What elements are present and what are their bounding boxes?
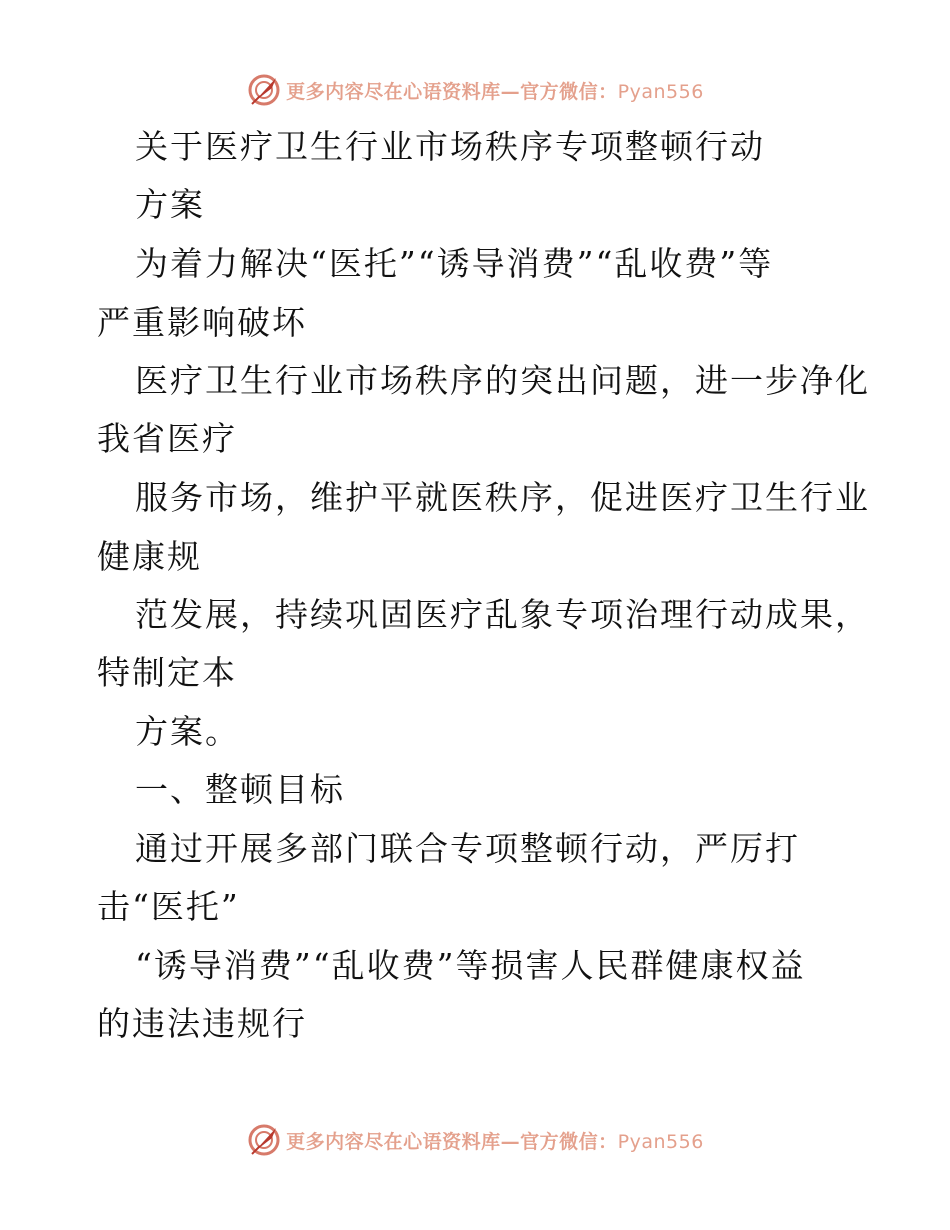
- paragraph-line: “诱导消费”“乱收费”等损害人民群健康权益: [135, 946, 806, 985]
- watermark-text: 更多内容尽在心语资料库—官方微信：Pyan556: [286, 1130, 704, 1153]
- watermark-text: 更多内容尽在心语资料库—官方微信：Pyan556: [286, 80, 704, 103]
- paragraph-line: 我省医疗: [97, 419, 237, 458]
- document-title-line-1: 关于医疗卫生行业市场秩序专项整顿行动: [135, 127, 765, 166]
- paragraph-line: 通过开展多部门联合专项整顿行动，严厉打: [135, 829, 800, 868]
- section-heading: 一、整顿目标: [135, 770, 345, 809]
- watermark-footer: [0, 1120, 950, 1160]
- watermark-header: [0, 70, 950, 110]
- paragraph-line: 的违法违规行: [97, 1004, 307, 1043]
- paragraph-line: 健康规: [97, 537, 202, 576]
- quill-seal-icon: [246, 72, 282, 108]
- paragraph-line: 医疗卫生行业市场秩序的突出问题，进一步净化: [135, 361, 870, 400]
- paragraph-line: 严重影响破坏: [97, 303, 307, 342]
- paragraph-line: 方案。: [135, 712, 240, 751]
- document-title-line-2: 方案: [135, 185, 205, 224]
- paragraph-line: 服务市场，维护平就医秩序，促进医疗卫生行业: [135, 478, 870, 517]
- paragraph-line: 为着力解决“医托”“诱导消费”“乱收费”等: [135, 244, 774, 283]
- paragraph-line: 特制定本: [97, 653, 237, 692]
- quill-seal-icon: [246, 1122, 282, 1158]
- paragraph-line: 击“医托”: [97, 887, 240, 926]
- paragraph-line: 范发展，持续巩固医疗乱象专项治理行动成果，: [135, 595, 870, 634]
